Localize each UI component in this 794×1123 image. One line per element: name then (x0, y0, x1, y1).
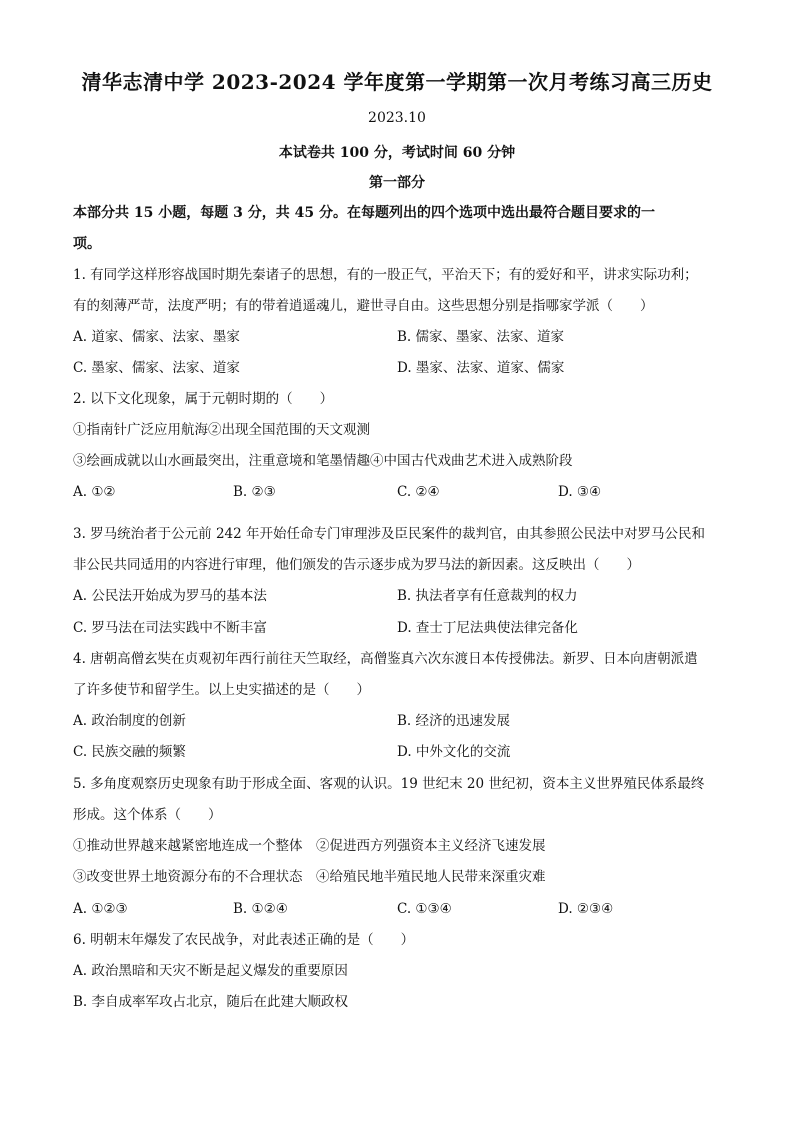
q4-stem-line-1: 4. 唐朝高僧玄奘在贞观初年西行前往天竺取经，高僧鉴真六次东渡日本传授佛法。新罗、日本向唐朝派遣 (73, 651, 698, 667)
q1-stem-line-1: 1. 有同学这样形容战国时期先秦诸子的思想，有的一股正气，平治天下；有的爱好和平，讲求实际功利； (73, 267, 698, 283)
q2-stem-line-1: 2. 以下文化现象，属于元朝时期的（ ） (73, 391, 334, 407)
q6-option-b: B. 李自成率军攻占北京，随后在此建大顺政权 (73, 994, 349, 1010)
q2-option-c: C. ②④ (397, 484, 440, 500)
exam-date: 2023.10 (368, 110, 426, 126)
q1-option-d: D. 墨家、法家、道家、儒家 (397, 360, 565, 376)
part-heading: 第一部分 (369, 175, 425, 191)
q1-option-b: B. 儒家、墨家、法家、道家 (397, 329, 565, 345)
q1-option-c: C. 墨家、儒家、法家、道家 (73, 360, 240, 376)
q4-option-c: C. 民族交融的频繁 (73, 744, 186, 760)
exam-info: 本试卷共 100 分，考试时间 60 分钟 (278, 145, 516, 161)
q2-option-a: A. ①② (73, 484, 116, 500)
q5-stem-line-1: 5. 多角度观察历史现象有助于形成全面、客观的认识。19 世纪末 20 世纪初，资本主义世界殖民体系最终 (73, 776, 705, 792)
q5-option-c: C. ①③④ (397, 901, 452, 917)
q5-option-d: D. ②③④ (558, 901, 614, 917)
q3-option-c: C. 罗马法在司法实践中不断丰富 (73, 620, 267, 636)
q6-stem-line-1: 6. 明朝末年爆发了农民战争，对此表述正确的是（ ） (73, 932, 415, 948)
q6-option-a: A. 政治黑暗和天灾不断是起义爆发的重要原因 (73, 963, 348, 979)
exam-title: 清华志清中学 2023-2024 学年度第一学期第一次月考练习高三历史 (81, 70, 713, 94)
q4-option-a: A. 政治制度的创新 (73, 713, 186, 729)
q3-stem-line-2: 非公民共同适用的内容进行审理，他们颁发的告示逐步成为罗马法的新因素。这反映出（ ） (73, 557, 640, 573)
q2-stem-line-3: ③绘画成就以山水画最突出，注重意境和笔墨情趣④中国古代戏曲艺术进入成熟阶段 (73, 453, 573, 469)
q5-stem-line-4: ③改变世界土地资源分布的不合理状态 ④给殖民地半殖民地人民带来深重灾难 (73, 869, 546, 885)
q1-stem-line-2: 有的刻薄严苛，法度严明；有的带着逍遥魂儿，避世寻自由。这些思想分别是指哪家学派（ ） (73, 298, 654, 314)
q3-option-a: A. 公民法开始成为罗马的基本法 (73, 588, 267, 604)
q4-option-d: D. 中外文化的交流 (397, 744, 511, 760)
q4-stem-line-2: 了许多使节和留学生。以上史实描述的是（ ） (73, 682, 370, 698)
instructions-line-2: 项。 (73, 236, 101, 252)
q2-option-b: B. ②③ (233, 484, 276, 500)
instructions-line-1: 本部分共 15 小题，每题 3 分，共 45 分。在每题列出的四个选项中选出最符合题目要求的一 (73, 205, 655, 221)
q3-option-b: B. 执法者享有任意裁判的权力 (397, 588, 578, 604)
q5-stem-line-2: 形成。这个体系（ ） (73, 807, 222, 823)
q2-stem-line-2: ①指南针广泛应用航海②出现全国范围的天文观测 (73, 422, 370, 438)
q3-stem-line-1: 3. 罗马统治者于公元前 242 年开始任命专门审理涉及臣民案件的裁判官，由其参照公民法中对罗马公民和 (73, 526, 706, 542)
q4-option-b: B. 经济的迅速发展 (397, 713, 511, 729)
q5-stem-line-3: ①推动世界越来越紧密地连成一个整体 ②促进西方列强资本主义经济飞速发展 (73, 838, 546, 854)
q2-option-d: D. ③④ (558, 484, 602, 500)
q5-option-b: B. ①②④ (233, 901, 288, 917)
q5-option-a: A. ①②③ (73, 901, 128, 917)
q3-option-d: D. 查士丁尼法典使法律完备化 (397, 620, 578, 636)
q1-option-a: A. 道家、儒家、法家、墨家 (73, 329, 240, 345)
